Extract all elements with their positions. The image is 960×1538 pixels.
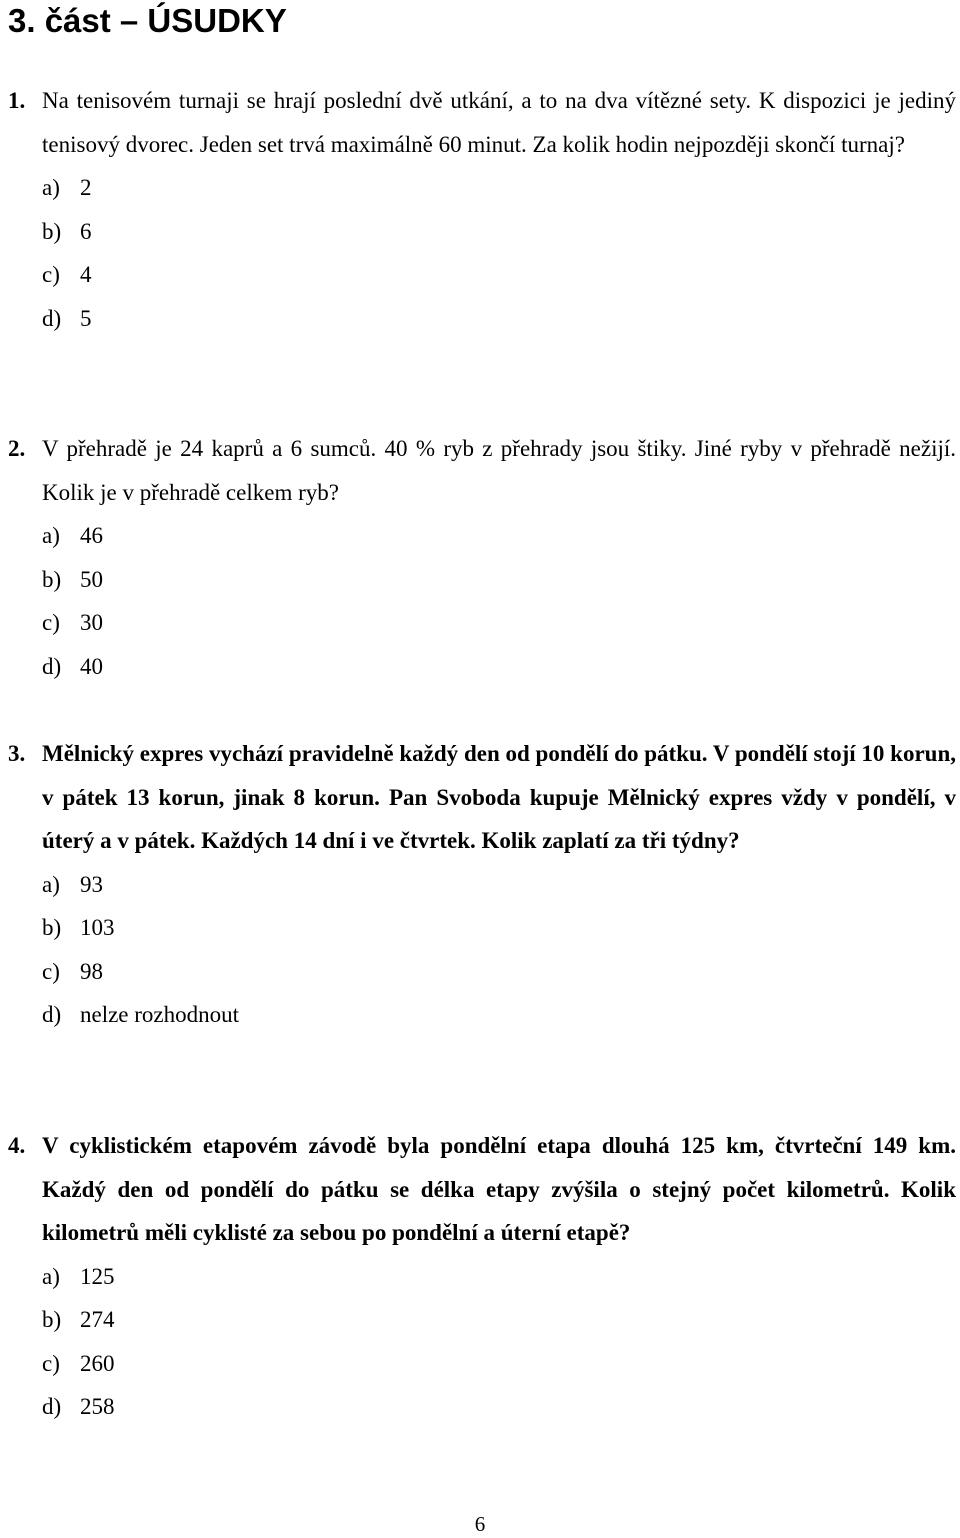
option-value: 274 (80, 1307, 115, 1332)
option-value: 125 (80, 1263, 115, 1289)
question-2-text: V přehradě je 24 kaprů a 6 sumců. 40 % ryb z přehrady jsou štiky. Jiné ryby v přehradě nežijí. Kolik je v přehradě celkem ryb? (42, 436, 956, 505)
question-3-option-c (42, 950, 956, 994)
option-value: 5 (80, 305, 92, 331)
question-3-number: 3. (8, 741, 26, 766)
option-value: 6 (80, 218, 92, 244)
question-2-row (8, 427, 956, 514)
option-value: 98 (80, 958, 103, 984)
option-letter: b) (42, 1307, 62, 1332)
option-letter: b) (42, 218, 62, 244)
question-3-option-a (42, 863, 956, 907)
option-value: 30 (80, 610, 103, 635)
option-value: 258 (80, 1394, 115, 1419)
option-letter: a) (42, 871, 60, 897)
option-letter: d) (42, 1002, 62, 1027)
question-2-option-b (42, 558, 956, 602)
question-4-number: 4. (8, 1133, 26, 1158)
question-2 (8, 427, 956, 688)
question-4-option-d (42, 1385, 956, 1429)
question-4-option-a (42, 1255, 956, 1299)
option-value: 103 (80, 915, 115, 940)
option-letter: b) (42, 915, 62, 940)
question-4-row (8, 1124, 956, 1255)
question-1-option-a (42, 166, 956, 210)
question-2-option-c (42, 601, 956, 645)
option-letter: c) (42, 262, 60, 287)
option-letter: d) (42, 305, 62, 331)
option-letter: c) (42, 958, 60, 984)
question-2-option-d (42, 645, 956, 689)
option-letter: b) (42, 566, 62, 592)
question-2-options (8, 514, 956, 688)
option-letter: c) (42, 610, 60, 635)
question-1-row (8, 79, 956, 166)
option-letter: a) (42, 523, 60, 548)
question-3-options (8, 863, 956, 1037)
option-value: 260 (80, 1350, 115, 1376)
question-4-text: V cyklistickém etapovém závodě byla pondělní etapa dlouhá 125 km, čtvrteční 149 km. Každý den od pondělí do pátku se délka etapy zvýšila o stejný počet kilometrů. Kolik kilometrů měli cyklisté za sebou po pondělní a úterní etapě? (42, 1133, 956, 1245)
option-letter: d) (42, 653, 62, 679)
question-3-row (8, 732, 956, 863)
question-4 (8, 1124, 956, 1429)
section-title: 3. část – ÚSUDKY (8, 2, 287, 39)
option-value: 46 (80, 523, 103, 548)
question-3-option-d (42, 993, 956, 1037)
question-1-option-b (42, 210, 956, 254)
option-letter: a) (42, 175, 60, 200)
option-letter: a) (42, 1263, 60, 1289)
question-1-option-d (42, 297, 956, 341)
question-1-text: Na tenisovém turnaji se hrají poslední dvě utkání, a to na dva vítězné sety. K dispozici je jediný tenisový dvorec. Jeden set trvá maximálně 60 minut. Za kolik hodin nejpozději skončí turnaj? (42, 88, 956, 157)
question-1-options (8, 166, 956, 340)
question-2-option-a (42, 514, 956, 558)
question-3-option-b (42, 906, 956, 950)
option-value: 4 (80, 262, 92, 287)
option-letter: d) (42, 1394, 62, 1419)
option-value: 50 (80, 566, 103, 592)
option-value: nelze rozhodnout (80, 1002, 240, 1027)
question-3-text: Mělnický expres vychází pravidelně každý den od pondělí do pátku. V pondělí stojí 10 korun, v pátek 13 korun, jinak 8 korun. Pan Svoboda kupuje Mělnický expres vždy v pondělí, v úterý a v pátek. Každých 14 dní i ve čtvrtek. Kolik zaplatí za tři týdny? (42, 741, 956, 853)
option-value: 40 (80, 653, 103, 679)
question-1 (8, 79, 956, 340)
question-4-options (8, 1255, 956, 1429)
question-4-option-c (42, 1342, 956, 1386)
page-number: 6 (474, 1512, 486, 1536)
option-value: 2 (80, 175, 92, 200)
question-1-option-c (42, 253, 956, 297)
option-letter: c) (42, 1350, 60, 1376)
question-2-number: 2. (8, 436, 26, 461)
question-3 (8, 732, 956, 1037)
option-value: 93 (80, 871, 103, 897)
question-4-option-b (42, 1298, 956, 1342)
question-1-number: 1. (8, 88, 26, 113)
